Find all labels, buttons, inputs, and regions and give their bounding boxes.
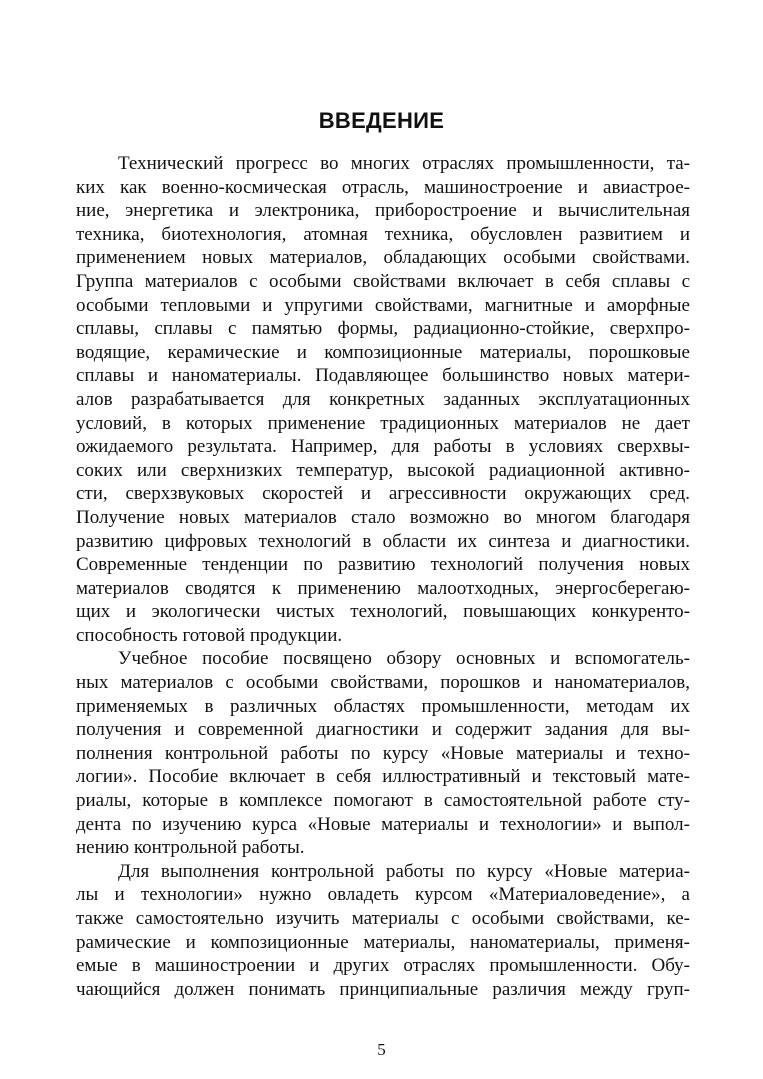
paragraph: [76, 647, 690, 859]
text-line: Современные тенденции по развитию технологий получения новых: [76, 554, 690, 576]
text-line: щих и экологически чистых технологий, повышающих конкуренто-: [76, 601, 690, 623]
text-line: лы и технологии» нужно овладеть курсом «Материаловедение», а: [76, 884, 690, 906]
paragraph: [76, 152, 690, 647]
text-line: развитию цифровых технологий в области их синтеза и диагностики.: [76, 530, 690, 552]
text-line: получения и современной диагностики и содержит задания для вы-: [76, 719, 690, 741]
body-text: [76, 152, 690, 1001]
text-line: особыми тепловыми и упругими свойствами, магнитные и аморфные: [76, 294, 690, 316]
text-line: Группа материалов с особыми свойствами включает в себя сплавы с: [76, 270, 690, 292]
text-line: ние, энергетика и электроника, приборостроение и вычислительная: [76, 200, 690, 222]
text-line: дента по изучению курса «Новые материалы и технологии» и выпол-: [76, 813, 690, 835]
text-line: сти, сверхзвуковых скоростей и агрессивности окружающих сред.: [76, 483, 690, 505]
text-line: соких или сверхнизких температур, высокой радиационной активно-: [76, 459, 690, 481]
text-line: алов разрабатывается для конкретных заданных эксплуатационных: [76, 388, 690, 410]
text-line: применяемых в различных областях промышленности, методам их: [76, 695, 690, 717]
text-line: Для выполнения контрольной работы по курсу «Новые материа-: [118, 860, 690, 882]
text-line: сплавы и наноматериалы. Подавляющее большинство новых матери-: [76, 365, 690, 387]
text-line: способность готовой продукции.: [76, 624, 343, 646]
text-line: ких как военно-космическая отрасль, машиностроение и авиастрое-: [76, 176, 690, 198]
text-line: логии». Пособие включает в себя иллюстративный и текстовый мате-: [76, 766, 690, 788]
paragraph: [76, 860, 690, 1002]
page-number: 5: [377, 1040, 386, 1059]
text-line: емые в машиностроении и других отраслях промышленности. Обу-: [76, 955, 690, 977]
text-line: чающийся должен понимать принципиальные различия между груп-: [76, 978, 690, 1000]
text-line: Получение новых материалов стало возможно во многом благодаря: [76, 506, 690, 528]
text-line: техника, биотехнология, атомная техника, обусловлен развитием и: [76, 223, 690, 245]
text-line: риалы, которые в комплексе помогают в самостоятельной работе сту-: [76, 790, 690, 812]
text-line: применением новых материалов, обладающих особыми свойствами.: [76, 247, 690, 269]
text-line: рамические и композиционные материалы, наноматериалы, применя-: [76, 931, 690, 953]
page-title: ВВЕДЕНИЕ: [318, 108, 445, 133]
text-line: Технический прогресс во многих отраслях промышленности, та-: [118, 153, 690, 174]
text-line: Учебное пособие посвящено обзору основных и вспомогатель-: [118, 648, 690, 670]
text-line: нению контрольной работы.: [76, 837, 305, 859]
text-line: условий, в которых применение традиционных материалов не дает: [76, 412, 690, 434]
text-line: водящие, керамические и композиционные материалы, порошковые: [76, 341, 690, 363]
text-line: ожидаемого результата. Например, для работы в условиях сверхвы-: [76, 436, 690, 458]
text-line: сплавы, сплавы с памятью формы, радиационно-стойкие, сверхпро-: [76, 318, 690, 340]
text-line: полнения контрольной работы по курсу «Новые материалы и техно-: [76, 742, 690, 764]
text-line: также самостоятельно изучить материалы с особыми свойствами, ке-: [76, 908, 690, 929]
text-line: ных материалов с особыми свойствами, порошков и наноматериалов,: [76, 672, 690, 694]
text-line: материалов сводятся к применению малоотходных, энергосберегаю-: [76, 577, 690, 599]
